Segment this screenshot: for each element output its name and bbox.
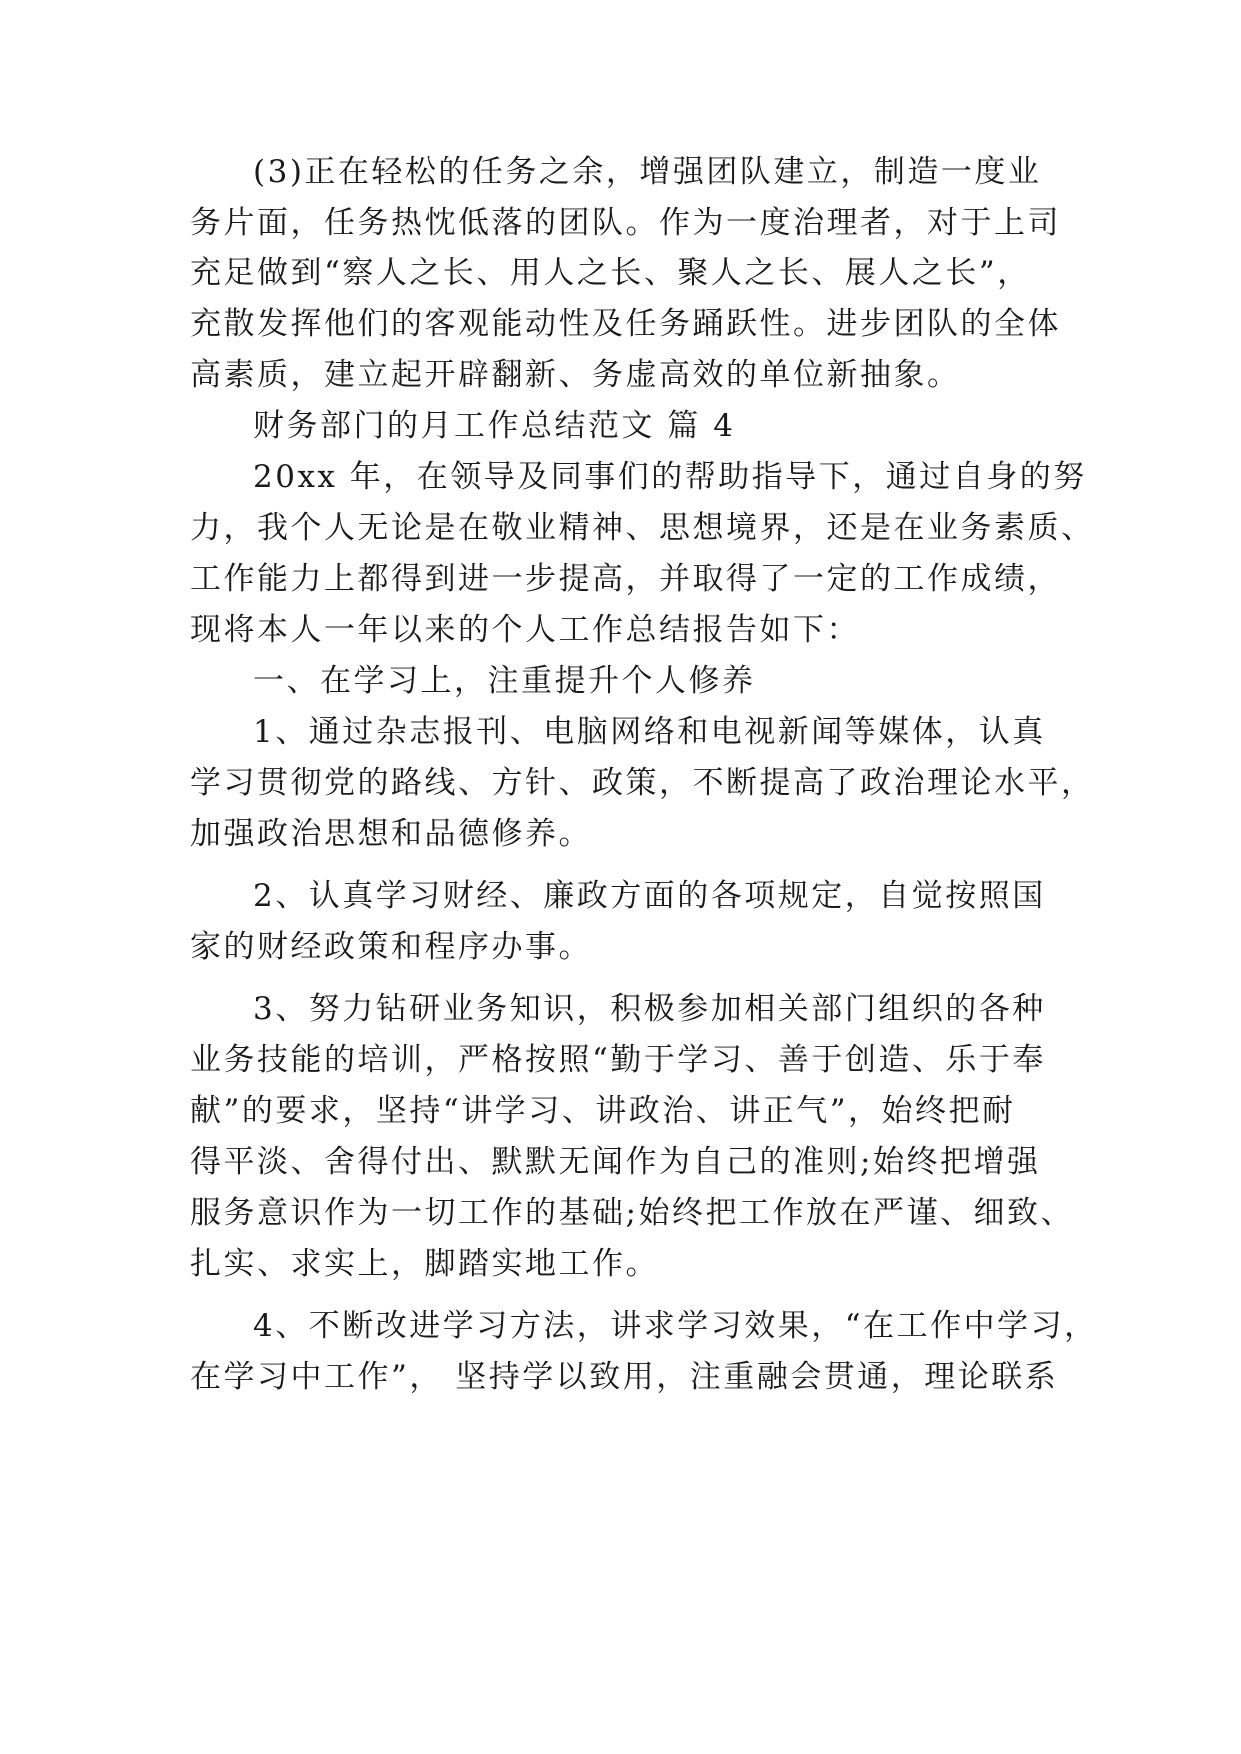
- paragraph-line: 4、不断改进学习方法，讲求学习效果，“在工作中学习，: [253, 1308, 1098, 1344]
- paragraph-line: 在学习中工作”， 坚持学以致用，注重融会贯通，理论联系: [190, 1359, 1059, 1395]
- section-heading: 财务部门的月工作总结范文 篇 4: [253, 408, 736, 444]
- paragraph-line: 1、通过杂志报刊、电脑网络和电视新闻等媒体，认真: [253, 714, 1046, 750]
- paragraph-line: 20xx 年，在领导及同事们的帮助指导下，通过自身的努: [253, 459, 1087, 495]
- paragraph-line: 力，我个人无论是在敬业精神、思想境界，还是在业务素质、: [190, 510, 1095, 546]
- paragraph-line: 工作能力上都得到进一步提高，并取得了一定的工作成绩，: [190, 561, 1061, 597]
- paragraph-line: 扎实、求实上，脚踏实地工作。: [190, 1246, 659, 1282]
- paragraph-line: 得平淡、舍得付出、默默无闻作为自己的准则;始终把增强: [190, 1144, 1041, 1180]
- paragraph-line: 家的财经政策和程序办事。: [190, 929, 592, 965]
- paragraph-line: 充足做到“察人之长、用人之长、聚人之长、展人之长”，: [190, 255, 1031, 291]
- paragraph-line: 学习贯彻党的路线、方针、政策，不断提高了政治理论水平，: [190, 765, 1095, 801]
- paragraph-line: 加强政治思想和品德修养。: [190, 816, 592, 852]
- paragraph-line: 业务技能的培训，严格按照“勤于学习、善于创造、乐于奉: [190, 1042, 1046, 1078]
- paragraph-line: 充散发挥他们的客观能动性及任务踊跃性。进步团队的全体: [190, 306, 1061, 342]
- paragraph-line: 务片面，任务热忱低落的团队。作为一度治理者，对于上司: [190, 205, 1061, 241]
- paragraph-line: 现将本人一年以来的个人工作总结报告如下：: [190, 612, 860, 648]
- paragraph-line: 2、认真学习财经、廉政方面的各项规定，自觉按照国: [253, 878, 1046, 914]
- paragraph-line: (3)正在轻松的任务之余，增强团队建立，制造一度业: [253, 154, 1042, 190]
- paragraph-line: 献”的要求，坚持“讲学习、讲政治、讲正气”，始终把耐: [190, 1093, 1016, 1129]
- subsection-heading: 一、在学习上，注重提升个人修养: [253, 663, 756, 699]
- paragraph-line: 服务意识作为一切工作的基础;始终把工作放在严谨、细致、: [190, 1195, 1074, 1231]
- paragraph-line: 3、努力钻研业务知识，积极参加相关部门组织的各种: [253, 991, 1046, 1027]
- paragraph-line: 高素质，建立起开辟翻新、务虚高效的单位新抽象。: [190, 357, 961, 393]
